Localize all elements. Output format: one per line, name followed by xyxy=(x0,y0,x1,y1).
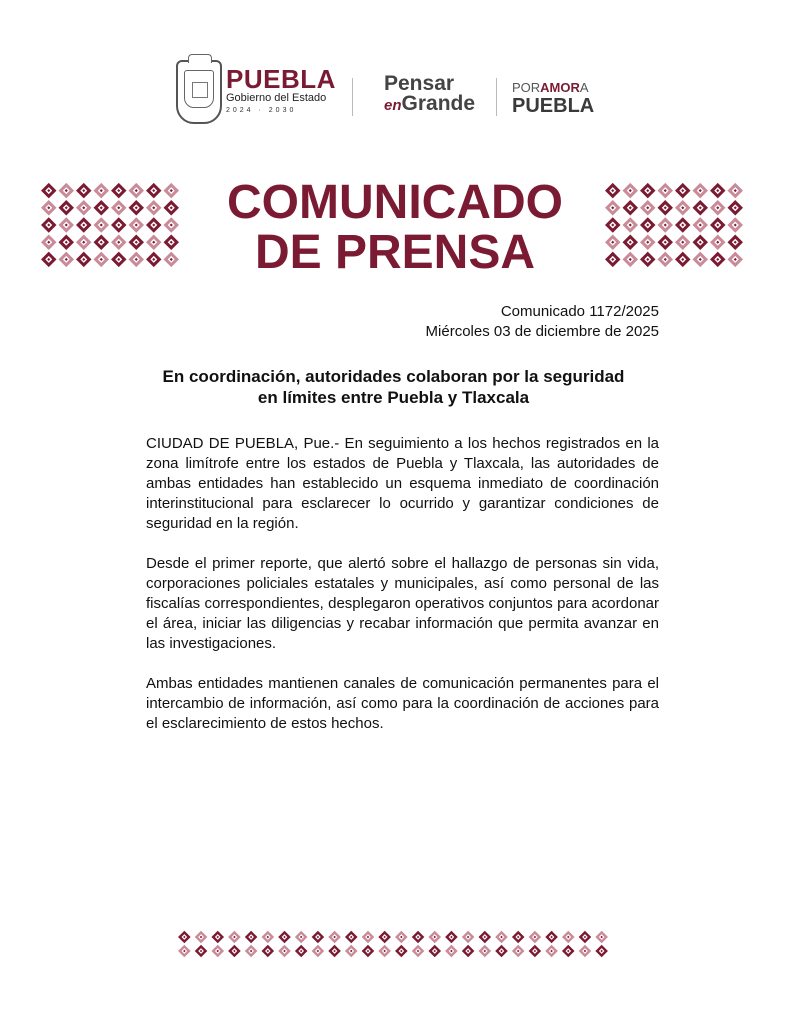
grande-word: Grande xyxy=(401,92,476,115)
headline-line-2: en límites entre Puebla y Tlaxcala xyxy=(257,388,530,407)
headline xyxy=(120,366,667,408)
communique-meta xyxy=(426,302,659,342)
logo-puebla-word: PUEBLA xyxy=(226,64,336,94)
logo-subtitle: Gobierno del Estado xyxy=(226,92,327,104)
letterhead xyxy=(176,56,616,136)
decorative-pattern-right xyxy=(604,182,744,268)
por-word: POR xyxy=(512,80,541,95)
pensar-en-grande-logo xyxy=(384,74,475,116)
logo-years: 2024 · 2030 xyxy=(226,107,297,114)
paragraph: Ambas entidades mantienen canales de comunicación permanentes para el intercambio de información, así como para la coordinación de acciones para el esclarecimiento de estos hechos. xyxy=(146,675,659,732)
puebla-word: PUEBLA xyxy=(512,95,595,117)
title-line-2: DE PRENSA xyxy=(254,226,536,279)
communique-number: Comunicado 1172/2025 xyxy=(500,303,659,320)
decorative-pattern-footer xyxy=(176,930,610,958)
puebla-government-logo xyxy=(226,66,336,114)
paragraph: CIUDAD DE PUEBLA, Pue.- En seguimiento a los hechos registrados en la zona limítrofe entre los estados de Puebla y Tlaxcala, las autoridades de ambas entidades han establecido un esquema inmediato de coordinación interinstitucional para esclarecer lo ocurrido y garantizar condiciones de seguridad en la región. xyxy=(146,435,659,532)
en-word: en xyxy=(384,97,402,114)
headline-line-1: En coordinación, autoridades colaboran por la seguridad xyxy=(162,367,625,386)
a-word: A xyxy=(579,80,589,95)
paragraph: Desde el primer reporte, que alertó sobre el hallazgo de personas sin vida, corporaciones policiales estatales y municipales, así como personal de las fiscalías correspondientes, desplegaron operativos conjuntos para acordonar el área, iniciar las diligencias y recabar información que permita avanzar en las investigaciones. xyxy=(146,555,659,652)
logo-divider xyxy=(352,78,353,116)
amor-word: AMOR xyxy=(540,80,580,95)
logo-divider xyxy=(496,78,497,116)
communique-date: Miércoles 03 de diciembre de 2025 xyxy=(425,323,659,340)
por-amor-a-puebla-logo xyxy=(512,80,594,116)
page-title xyxy=(200,178,590,278)
article-body xyxy=(146,434,659,754)
decorative-pattern-left xyxy=(40,182,180,268)
title-line-1: COMUNICADO xyxy=(227,176,563,229)
state-seal-icon xyxy=(176,60,222,124)
pensar-word: Pensar xyxy=(384,72,455,95)
